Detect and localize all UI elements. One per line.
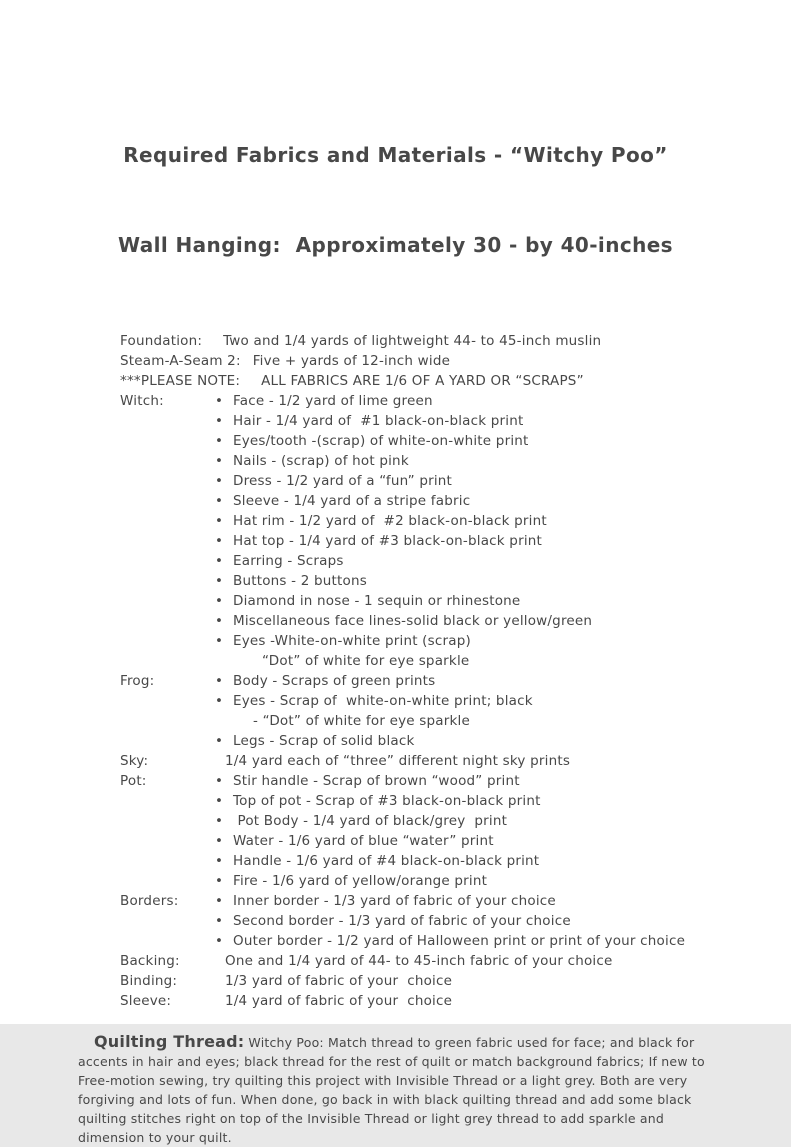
bullet-icon: •: [215, 593, 224, 609]
material-item: [215, 951, 771, 971]
material-item: [215, 811, 771, 831]
bullet-icon: •: [215, 873, 224, 889]
section-label: Binding:: [120, 973, 178, 989]
item-text: Eyes/tooth -(scrap) of white-on-white print: [233, 433, 529, 449]
section-frog: [120, 671, 771, 751]
item-text: Legs - Scrap of solid black: [233, 733, 415, 749]
material-item: [215, 451, 771, 471]
item-text: “Dot” of white for eye sparkle: [262, 653, 470, 669]
material-item: [215, 891, 771, 911]
section-borders: [120, 891, 771, 951]
item-text: Stir handle - Scrap of brown “wood” print: [233, 773, 520, 789]
item-text: Miscellaneous face lines-solid black or yellow/green: [233, 613, 593, 629]
item-text: 1/4 yard of fabric of your choice: [225, 993, 453, 1009]
item-text: Eyes -White-on-white print (scrap): [233, 633, 471, 649]
bullet-icon: •: [215, 453, 224, 469]
item-text: Sleeve - 1/4 yard of a stripe fabric: [233, 493, 471, 509]
item-text: Diamond in nose - 1 sequin or rhinestone: [233, 593, 521, 609]
bullet-icon: •: [215, 733, 224, 749]
item-text: Buttons - 2 buttons: [233, 573, 367, 589]
item-text: Hair - 1/4 yard of #1 black-on-black print: [233, 413, 524, 429]
section-label: Witch:: [120, 393, 164, 409]
quilting-thread-text: Witchy Poo: Match thread to green fabric used for face; and black for accents in hair and eyes; black thread for the rest of quilt or match background fabrics; If new to Free-motion sewing, try quilting this project with Invisible Thread or a light grey. Both are very forgiving and lots of fun. When done, go back in with black quilting thread and add some black quilting stitches right on top of the Invisible Thread or light grey thread to add sparkle and dimension to your quilt.: [78, 1035, 705, 1145]
material-item: [215, 431, 771, 451]
material-item: [215, 471, 771, 491]
intro-label: Steam-A-Seam 2:: [120, 353, 241, 369]
section-label: Sleeve:: [120, 993, 172, 1009]
bullet-icon: •: [215, 393, 224, 409]
material-item: [215, 751, 771, 771]
bullet-icon: •: [215, 913, 224, 929]
material-item: [215, 771, 771, 791]
bullet-icon: •: [215, 493, 224, 509]
quilting-thread-label: Quilting Thread:: [94, 1032, 245, 1051]
material-item: [215, 611, 771, 631]
material-item: [215, 791, 771, 811]
title-line-1: Required Fabrics and Materials - “Witchy Poo”: [123, 143, 668, 167]
intro-text: Five + yards of 12-inch wide: [252, 353, 451, 369]
bullet-icon: •: [215, 813, 224, 829]
material-item: [215, 671, 771, 691]
section-sleeve: [120, 991, 771, 1011]
material-item: [215, 931, 771, 951]
quilting-thread-note: [0, 1032, 791, 1147]
intro-line: [120, 351, 771, 371]
material-item: [215, 911, 771, 931]
section-backing: [120, 951, 771, 971]
section-label: Borders:: [120, 893, 179, 909]
section-sky: [120, 751, 771, 771]
bullet-icon: •: [215, 573, 224, 589]
item-text: Hat top - 1/4 yard of #3 black-on-black print: [233, 533, 543, 549]
bullet-icon: •: [215, 553, 224, 569]
item-text: Nails - (scrap) of hot pink: [233, 453, 409, 469]
bullet-icon: •: [215, 413, 224, 429]
section-binding: [120, 971, 771, 991]
bullet-icon: •: [215, 613, 224, 629]
section-label: Backing:: [120, 953, 180, 969]
bullet-icon: •: [215, 693, 224, 709]
bullet-icon: •: [215, 513, 224, 529]
bullet-icon: •: [215, 773, 224, 789]
item-text: Body - Scraps of green prints: [233, 673, 436, 689]
section-label: Frog:: [120, 673, 155, 689]
intro-lines: [120, 331, 771, 391]
sections: [120, 391, 771, 1011]
material-item: [215, 511, 771, 531]
item-text: Eyes - Scrap of white-on-white print; black: [233, 693, 533, 709]
material-item: [215, 571, 771, 591]
material-item: [215, 651, 771, 671]
item-text: 1/3 yard of fabric of your choice: [225, 973, 453, 989]
material-item: [215, 491, 771, 511]
material-item: [215, 411, 771, 431]
bullet-icon: •: [215, 893, 224, 909]
item-text: - “Dot” of white for eye sparkle: [253, 713, 470, 729]
bullet-icon: •: [215, 433, 224, 449]
material-item: [215, 591, 771, 611]
bullet-icon: •: [215, 633, 224, 649]
material-item: [215, 971, 771, 991]
material-item: [215, 851, 771, 871]
material-item: [215, 391, 771, 411]
bullet-icon: •: [215, 673, 224, 689]
bullet-icon: •: [215, 533, 224, 549]
section-witch: [120, 391, 771, 671]
item-text: Inner border - 1/3 yard of fabric of your choice: [233, 893, 556, 909]
title-line-2: Wall Hanging: Approximately 30 - by 40-inches: [118, 233, 673, 257]
item-text: Second border - 1/3 yard of fabric of your choice: [233, 913, 571, 929]
section-label: Pot:: [120, 773, 147, 789]
intro-label: ***PLEASE NOTE:: [120, 373, 241, 389]
material-item: [215, 551, 771, 571]
item-text: Earring - Scraps: [233, 553, 344, 569]
material-item: [215, 831, 771, 851]
item-text: Fire - 1/6 yard of yellow/orange print: [233, 873, 488, 889]
item-text: 1/4 yard each of “three” different night sky prints: [225, 753, 571, 769]
section-label: Sky:: [120, 753, 149, 769]
bullet-icon: •: [215, 853, 224, 869]
item-text: Water - 1/6 yard of blue “water” print: [233, 833, 494, 849]
item-text: Handle - 1/6 yard of #4 black-on-black print: [233, 853, 540, 869]
intro-text: Two and 1/4 yards of lightweight 44- to 45-inch muslin: [214, 333, 602, 349]
material-item: [215, 711, 771, 731]
material-item: [215, 731, 771, 751]
material-item: [215, 871, 771, 891]
bullet-icon: •: [215, 833, 224, 849]
bullet-icon: •: [215, 793, 224, 809]
intro-line: [120, 331, 771, 351]
intro-label: Foundation:: [120, 333, 203, 349]
material-item: [215, 531, 771, 551]
section-pot: [120, 771, 771, 891]
material-item: [215, 691, 771, 711]
material-item: [215, 631, 771, 651]
item-text: Top of pot - Scrap of #3 black-on-black print: [233, 793, 541, 809]
intro-line: [120, 371, 771, 391]
intro-text: ALL FABRICS ARE 1/6 OF A YARD OR “SCRAPS”: [252, 373, 584, 389]
item-text: Hat rim - 1/2 yard of #2 black-on-black print: [233, 513, 547, 529]
bullet-icon: •: [215, 933, 224, 949]
page-title: [0, 80, 791, 320]
item-text: Outer border - 1/2 yard of Halloween print or print of your choice: [233, 933, 686, 949]
material-item: [215, 991, 771, 1011]
item-text: One and 1/4 yard of 44- to 45-inch fabric of your choice: [225, 953, 613, 969]
bullet-icon: •: [215, 473, 224, 489]
item-text: Pot Body - 1/4 yard of black/grey print: [233, 813, 508, 829]
item-text: Face - 1/2 yard of lime green: [233, 393, 433, 409]
item-text: Dress - 1/2 yard of a “fun” print: [233, 473, 453, 489]
materials-list: [0, 331, 791, 1011]
